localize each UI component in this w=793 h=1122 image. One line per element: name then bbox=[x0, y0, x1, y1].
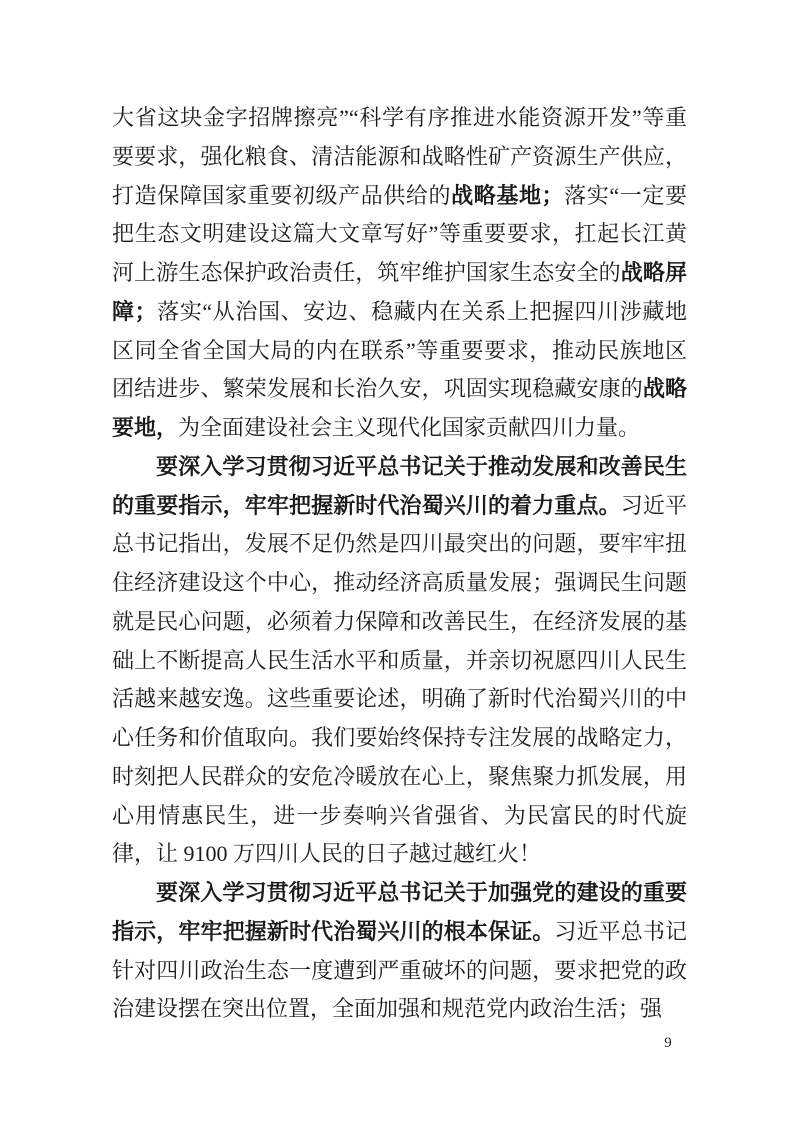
paragraph bbox=[112, 99, 687, 448]
paragraph bbox=[112, 448, 687, 874]
text-run: 落实“一定要把生态文明建设这篇大文章写好”等重要要求，扛起长江黄河上游生态保护政治责任，筑牢维护国家生态安全的 bbox=[112, 182, 687, 285]
text-run: 习近平总书记指出，发展不足仍然是四川最突出的问题，要牢牢扭住经济建设这个中心，推动经济高质量发展；强调民生问题就是民心问题，必须着力保障和改善民生，在经济发展的基础上不断提高人民生活水平和质量，并亲切祝愿四川人民生活越来越安逸。这些重要论述，明确了新时代治蜀兴川的中心任务和价值取向。我们要始终保持专注发展的战略定力，时刻把人民群众的安危冷暖放在心上，聚焦聚力抓发展，用心用情惠民生，进一步奏响兴省强省、为民富民的时代旋律，让 9100 万四川人民的日子越过越红火！ bbox=[112, 492, 687, 867]
text-run: 大省这块金字招牌擦亮”“科学有序推进水能资源开发”等重要要求，强化粮食、清洁能源和战略性矿产资源生产供应，打造保障国家重要初级产品供给的 bbox=[112, 105, 687, 208]
text-run: 落实“从治国、安边、稳藏内在关系上把握四川涉藏地区同全省全国大局的内在联系”等重要要求，推动民族地区团结进步、繁荣发展和长治久安，巩固实现稳藏安康的 bbox=[112, 298, 687, 402]
text-run-bold: 要深入学习贯彻习近平总书记关于加强党的建设的重要指示，牢牢把握新时代治蜀兴川的根本保证。 bbox=[112, 880, 687, 944]
text-run: 习近平总书记针对四川政治生态一度遭到严重破坏的问题，要求把党的政治建设摆在突出位置，全面加强和规范党内政治生活；强 bbox=[112, 918, 687, 1022]
text-run-bold: 战略基地； bbox=[451, 182, 564, 208]
text-run-bold: 战略屏障； bbox=[112, 260, 687, 324]
document-body bbox=[112, 99, 687, 1029]
text-run-bold: 要深入学习贯彻习近平总书记关于推动发展和改善民生的重要指示，牢牢把握新时代治蜀兴川的着力重点。 bbox=[112, 453, 687, 518]
text-run-bold: 战略要地， bbox=[112, 376, 687, 440]
page-number: 9 bbox=[664, 1035, 672, 1051]
paragraph bbox=[112, 874, 687, 1029]
text-run: 为全面建设社会主义现代化国家贡献四川力量。 bbox=[178, 415, 641, 440]
